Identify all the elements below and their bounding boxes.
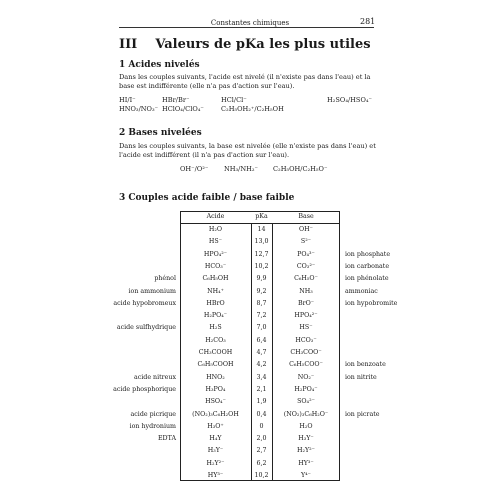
row-left-name: EDTA <box>157 435 176 443</box>
section-title: Valeurs de pKa les plus utiles <box>155 37 371 52</box>
row-right-name: ion benzoate <box>345 361 386 369</box>
column-header-pka: pKa <box>255 213 268 220</box>
page-number: 281 <box>360 17 376 26</box>
column-header-base: Base <box>298 213 314 220</box>
row-base: HY³⁻ <box>298 459 314 467</box>
section-heading <box>119 37 371 52</box>
row-acid: HCO₃⁻ <box>204 262 227 270</box>
row-pka: 1,9 <box>256 398 267 406</box>
row-pka: 0 <box>259 422 264 430</box>
couple-7: C₂H₅OH₂⁺/C₂H₅OH <box>221 105 284 113</box>
row-base: OH⁻ <box>299 226 313 233</box>
subsection-3-heading: 3 Couples acide faible / base faible <box>119 193 295 203</box>
row-pka: 2,1 <box>256 385 267 393</box>
couple-1: HI/I⁻ <box>119 96 136 104</box>
row-acid: HPO₄²⁻ <box>203 250 228 258</box>
row-pka: 6,4 <box>256 336 267 344</box>
row-base: Y⁴⁻ <box>300 472 311 479</box>
row-left-name: acide hypobromeux <box>113 299 176 307</box>
row-left-name: acide picrique <box>130 410 176 418</box>
row-pka: 9,2 <box>256 287 267 295</box>
row-pka: 7,0 <box>256 324 267 332</box>
row-acid: H₂PO₄⁻ <box>203 312 228 320</box>
running-header: Constantes chimiques <box>210 19 290 27</box>
base-couple-3: C₂H₅OH/C₂H₅O⁻ <box>273 165 328 173</box>
couple-5: HNO₃/NO₃⁻ <box>119 105 159 113</box>
row-base: NO₂⁻ <box>297 373 315 381</box>
row-acid: HY³⁻ <box>207 472 224 479</box>
section-number: III <box>119 37 138 52</box>
row-pka: 0,4 <box>256 410 267 418</box>
row-pka: 4,2 <box>256 361 267 369</box>
row-acid: HNO₂ <box>206 373 225 381</box>
row-right-name: ion carbonate <box>345 262 390 270</box>
row-base: C₆H₅O⁻ <box>294 275 318 283</box>
row-acid: CH₃COOH <box>198 349 233 356</box>
base-couple-2: NH₃/NH₂⁻ <box>224 165 259 173</box>
row-acid: HBrO <box>206 299 225 307</box>
row-acid: HSO₄⁻ <box>205 398 226 406</box>
row-acid: H₃O⁺ <box>207 422 224 430</box>
row-acid: H₂S <box>209 324 222 332</box>
row-left-name: acide sulfhydrique <box>116 324 176 332</box>
row-pka: 13,0 <box>254 238 269 246</box>
row-acid: H₃PO₄ <box>205 385 226 393</box>
row-base: NH₃ <box>299 287 313 295</box>
row-acid: H₄Y <box>209 435 222 443</box>
header-rule <box>119 27 374 28</box>
row-pka: 10,2 <box>254 472 269 479</box>
row-acid: C₆H₅COOH <box>197 361 234 369</box>
row-acid: C₆H₅OH <box>202 275 229 283</box>
row-acid: H₂Y²⁻ <box>206 459 225 467</box>
row-pka: 14 <box>257 226 266 233</box>
subsection-2-paragraph: Dans les couples suivants, la base est nivelée (elle n'existe pas dans l'eau) et l'acide est indifférent (il n'a pas d'action sur l'eau). <box>119 142 376 159</box>
row-base: HPO₄²⁻ <box>294 312 318 320</box>
row-base: H₃Y⁻ <box>298 435 314 443</box>
row-pka: 2,7 <box>256 447 267 455</box>
couple-6: HClO₄/ClO₄⁻ <box>162 105 204 113</box>
row-pka: 4,7 <box>256 349 267 356</box>
row-pka: 7,2 <box>256 312 267 320</box>
row-base: PO₄³⁻ <box>297 250 315 258</box>
row-right-name: ion hypobromite <box>345 299 398 307</box>
row-base: HS⁻ <box>299 324 313 332</box>
row-base: BrO⁻ <box>297 299 315 307</box>
row-base: CH₃COO⁻ <box>290 349 322 356</box>
couple-4: H₂SO₄/HSO₄⁻ <box>327 96 372 104</box>
row-base: H₂PO₄⁻ <box>294 385 318 393</box>
row-pka: 10,2 <box>254 262 269 270</box>
row-left-name: phénol <box>154 275 176 283</box>
subsection-1-heading: 1 Acides nivelés <box>119 60 200 70</box>
row-pka: 12,7 <box>254 250 269 258</box>
pka-table-header-rule <box>180 223 340 224</box>
row-base: HCO₃⁻ <box>295 336 317 344</box>
row-left-name: ion ammonium <box>128 287 176 295</box>
row-left-name: acide phosphorique <box>113 385 176 393</box>
row-left-name: acide nitreux <box>134 373 176 381</box>
row-left-name: ion hydronium <box>129 422 176 430</box>
row-pka: 9,9 <box>256 275 267 283</box>
subsection-2-heading: 2 Bases nivelées <box>119 128 202 138</box>
couple-3: HCl/Cl⁻ <box>221 96 247 104</box>
row-base: (NO₂)₃C₆H₂O⁻ <box>283 410 329 418</box>
row-right-name: ion phénolate <box>345 275 389 283</box>
couple-2: HBr/Br⁻ <box>162 96 190 104</box>
base-couple-1: OH⁻/O²⁻ <box>180 165 209 173</box>
row-base: CO₃²⁻ <box>296 262 316 270</box>
row-acid: H₂CO₃ <box>205 336 226 344</box>
row-pka: 8,7 <box>256 299 267 307</box>
row-acid: H₃Y⁻ <box>207 447 224 455</box>
row-pka: 3,4 <box>256 373 267 381</box>
row-base: H₂O <box>299 422 313 430</box>
row-pka: 2,0 <box>256 435 267 443</box>
row-right-name: ion picrate <box>345 410 380 418</box>
row-right-name: ion nitrite <box>345 373 377 381</box>
subsection-1-paragraph: Dans les couples suivants, l'acide est nivelé (il n'existe pas dans l'eau) et la base est indifférente (elle n'a pas d'action sur l'eau). <box>119 73 371 90</box>
row-base: S²⁻ <box>300 238 312 246</box>
row-right-name: ion phosphate <box>345 250 391 258</box>
row-base: SO₄²⁻ <box>297 398 315 406</box>
row-base: H₂Y²⁻ <box>296 447 316 455</box>
row-acid: H₂O <box>208 226 223 233</box>
column-header-acid: Acide <box>206 213 225 220</box>
row-pka: 6,2 <box>256 459 267 467</box>
row-base: C₆H₅COO⁻ <box>289 361 323 369</box>
row-acid: HS⁻ <box>208 238 223 246</box>
row-acid: NH₄⁺ <box>207 287 224 295</box>
row-acid: (NO₂)₃C₆H₂OH <box>192 410 239 418</box>
row-right-name: ammoniac <box>345 287 378 295</box>
